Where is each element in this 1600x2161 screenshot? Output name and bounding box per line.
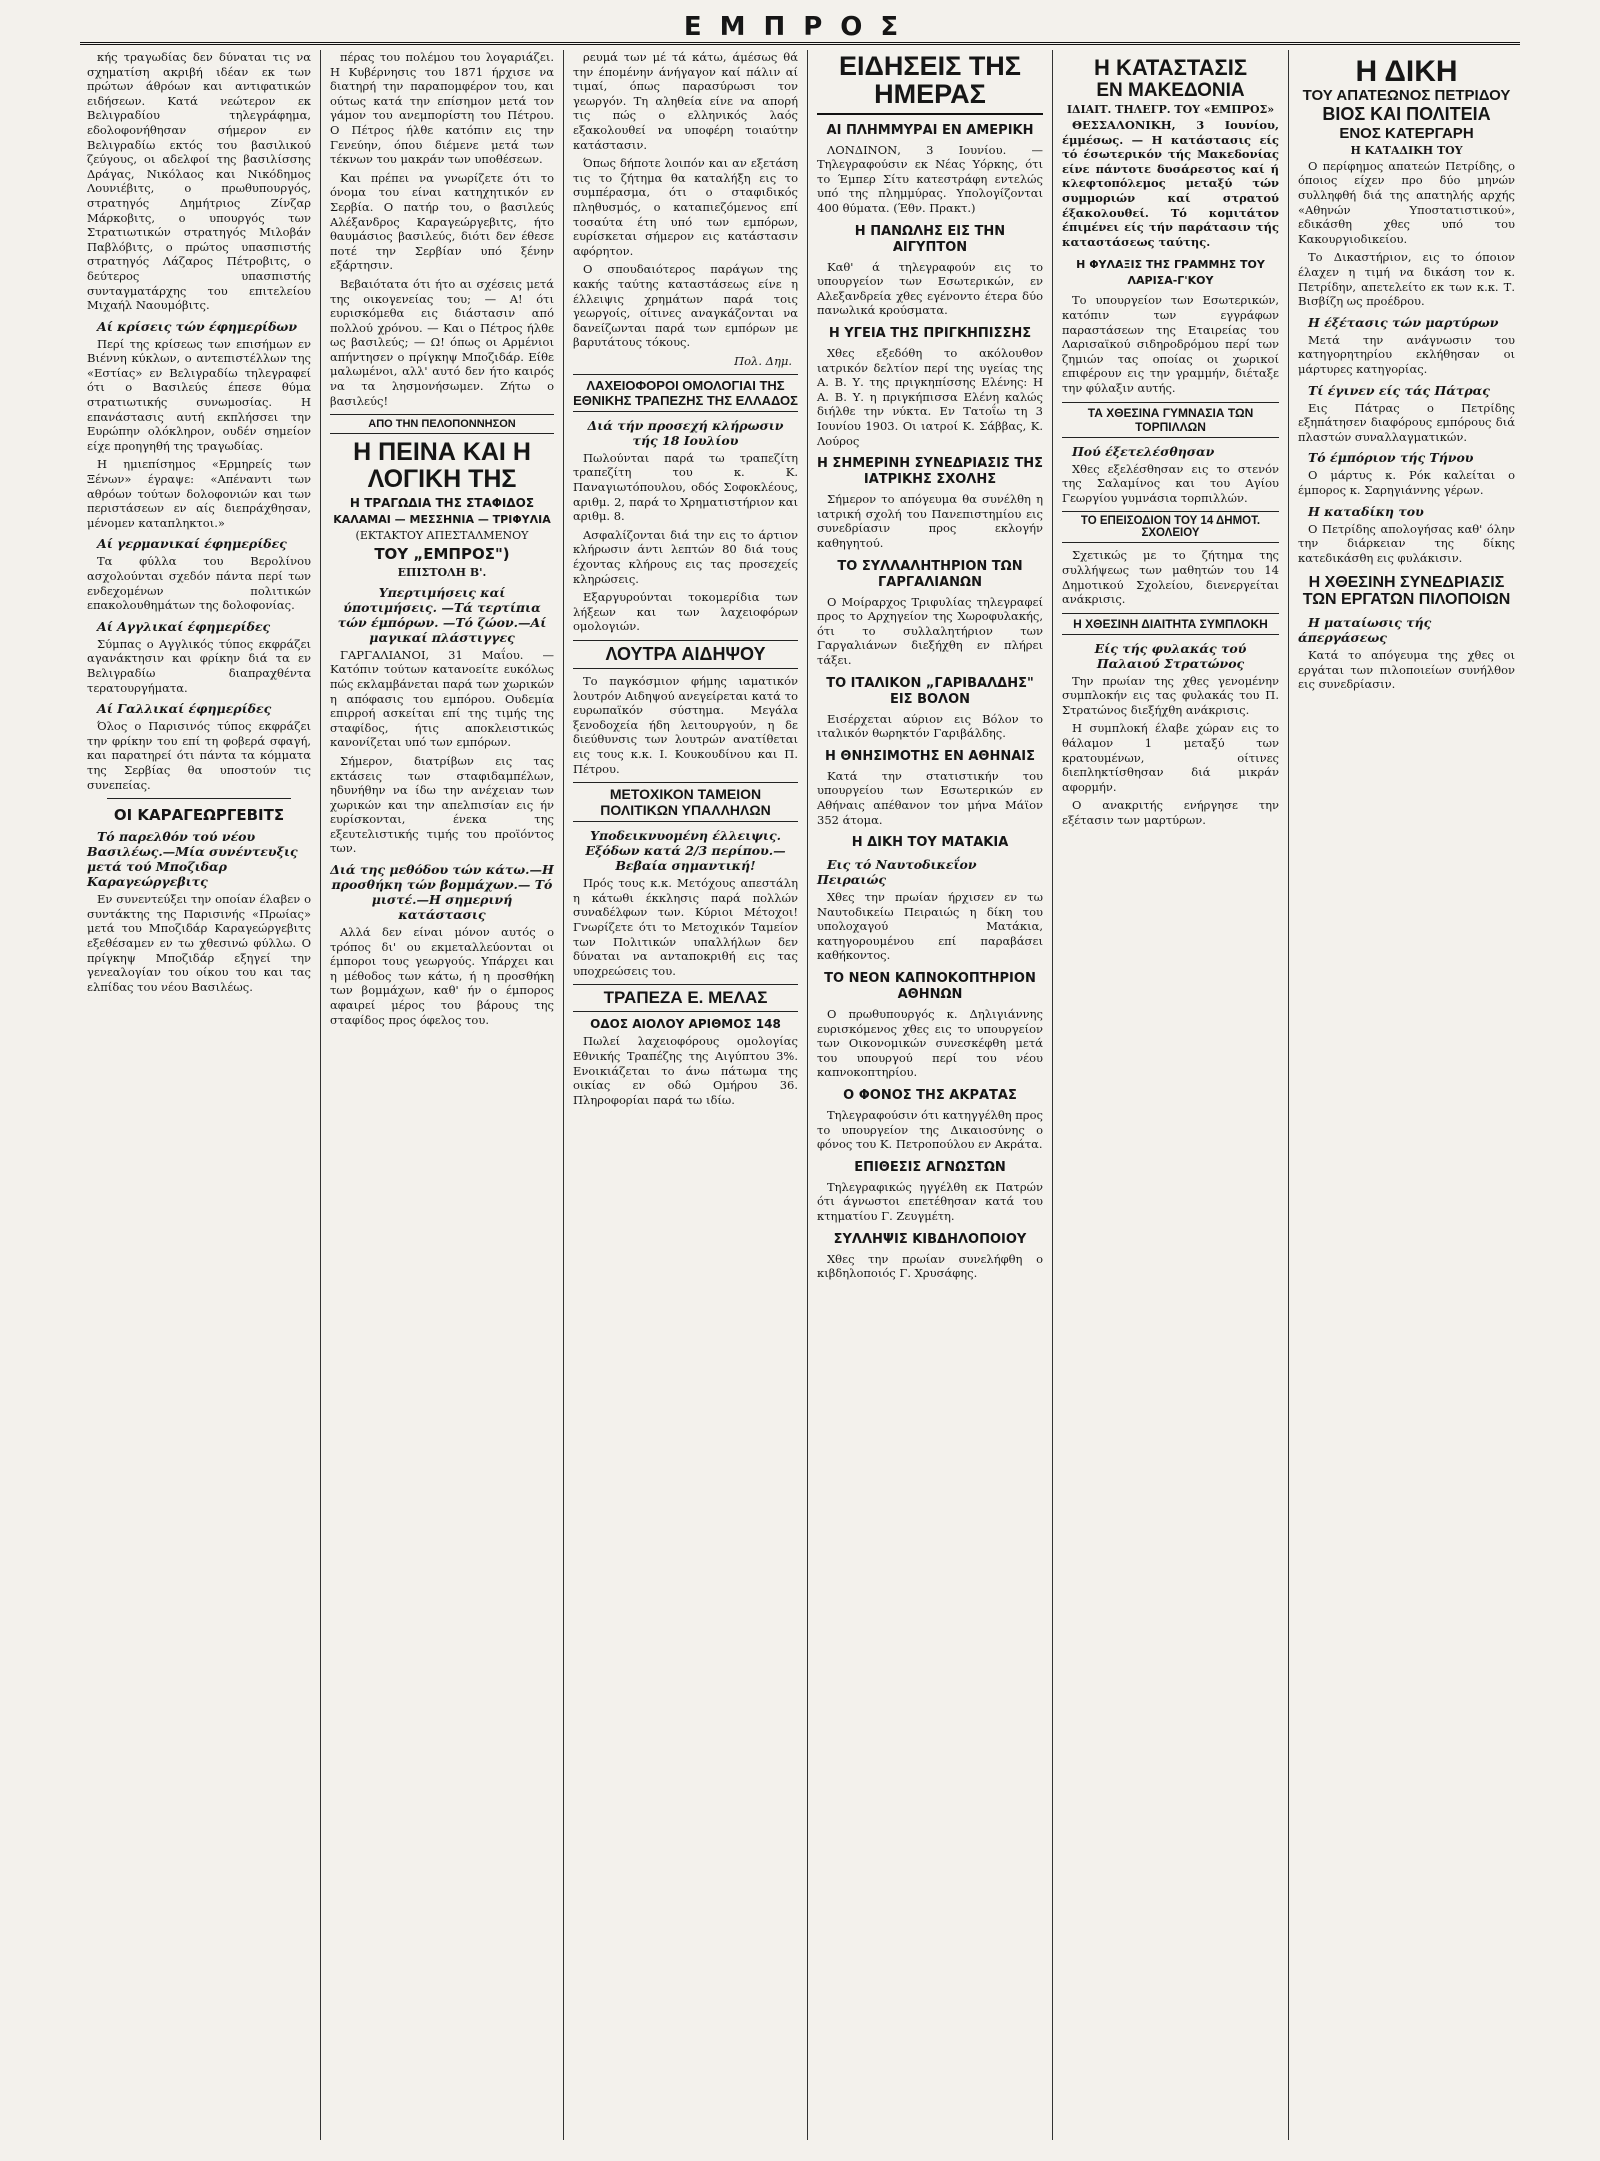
- news-headline: ΣΥΛΛΗΨΙΣ ΚΙΒΔΗΛΟΠΟΙΟΥ: [833, 1231, 1027, 1247]
- divider: [107, 798, 291, 799]
- column-6: [1289, 50, 1524, 2140]
- news-headline: Η ΔΙΚΗ ΤΟΥ ΜΑΤΑΚΙΑ: [851, 835, 1009, 851]
- letter-number: ΕΠΙΣΤΟΛΗ Β'.: [397, 565, 487, 579]
- news-subheading: Πού έξετελέσθησαν: [1072, 443, 1215, 459]
- subheading: ΚΑΛΑΜΑΙ — ΜΕΣΣΗΝΙΑ — ΤΡΙΦΥΛΙΑ: [333, 512, 551, 526]
- advert-subheading: Διά τήν προσεχή κλήρωσιν τής 18 Ιουλίου: [587, 417, 784, 448]
- paragraph: Χθες εξελέσθησαν εις το στενόν της Σαλαμίνος και του Αγίου Γεωργίου γυμνάσια τορπιλλών.: [1062, 461, 1279, 505]
- section-heading: Αί κρίσεις τών έφημερίδων: [97, 318, 298, 334]
- columns: [78, 50, 1524, 2140]
- paragraph: Και πρέπει να γνωρίζετε ότι το όνομα του είναι κατηχητικόν εν Σερβία. Ο πατήρ του, ο βασιλεύς Αλέξανδρος Καραγεώργεβιτς, ήτο θαυμάσιος βασιλεύς, διότι δεν έθεσε ποτέ την Σερβίαν υπό ξένην εξάρτησιν.: [330, 170, 554, 273]
- news-headline: ΤΑ ΧΘΕΣΙΝΑ ΓΥΜΝΑΣΙΑ ΤΩΝ ΤΟΡΠΙΛΛΩΝ: [1062, 402, 1279, 438]
- article-headline: ΤΟΥ ΑΠΑΤΕΩΝΟΣ ΠΕΤΡΙΔΟΥ: [1302, 86, 1511, 104]
- paragraph: Όπως δήποτε λοιπόν και αν εξετάση τις το ζήτημα θα καταλήξη εις το συμπέρασμα, ότι ο σταφιδικός πληθυσμός, ο καταπιεζόμενος επί τοσαύτα έτη υπό των εμπόρων, ευρίσκεται σήμερον εις κατάστασιν αφόρητον.: [573, 156, 798, 258]
- news-subheading: Εις τό Ναυτοδικεΐον Πειραιώς: [817, 857, 977, 888]
- paragraph: Ο σπουδαιότερος παράγων της κακής ταύτης καταστάσεως είνε η έλλειψις χρημάτων παρά τοις γεωργοίς, οίτινες αναγκάζονται να δανείζωνται παρά των εμπόρων με βαρυτάτους τόκους.: [573, 262, 798, 350]
- news-subheading: Είς τής φυλακάς τού Παλαιού Στρατώνος: [1094, 640, 1247, 671]
- news-headline: ΤΟ ΕΠΕΙΣΟΔΙΟΝ ΤΟΥ 14 ΔΗΜΟΤ. ΣΧΟΛΕΙΟΥ: [1062, 511, 1279, 543]
- paragraph: Το Δικαστήριον, εις το όποιον έλαχεν η τιμή να δικάση τον κ. Πετρίδην, απετελείτο εκ των κ.κ. Τ. Βισβίζη ως προέδρου.: [1298, 250, 1515, 309]
- paragraph: Εν συνεντεύξει την οποίαν έλαβεν ο συντάκτης της Παρισινής «Πρωίας» μετά του Μποζιδάρ Καραγεώργεβιτς εξεθέσαμεν εν τω χθεσινώ φύλλω. Ο πρίγκηψ Μποζιδάρ εξηγεί την γενεαλογίαν του οίκου του και τας ελπίδας του νέου Βασιλέως.: [87, 892, 311, 994]
- paragraph: κής τραγωδίας δεν δύναται τις να σχηματίση ακριβή ιδέαν εκ των πρώτων άθρόων και αντιφατικών ειδήσεων. Κατά νεώτερον εκ Βελιγραδίου τηλεγράφημα, εδολοφονήθησαν σήμερον εν Βελιγραδίω εκτός του βασιλικού ζεύγους, οι αδελφοί της βασιλίσσης Δράγας, Νικόλαος και Νικόδημος Λουνιέβιτς, ο πρωθυπουργός, στρατηγός Δημήτριος Ζίνζαρ Μάρκοβιτς, ο υπουργός των Στρατιωτικών στρατηγός Μιλοβάν Παβλόβιτς, ο πρώτος υπασπιστής στρατηγός Λάζαρος Πέτροβιτς, ο δεύτερος υπασπιστής συνταγματάρχης του επιτελείου Μιχαήλ Ναουμόβιτς.: [87, 50, 311, 313]
- paragraph: Σύμπας ο Αγγλικός τύπος εκφράζει αγανάκτησιν και φρίκην διά τα εν Βελιγραδίω διαπραχθέντα τερατουργήματα.: [87, 636, 311, 695]
- section-heading: Τό έμπόριον τής Τήνου: [1308, 450, 1474, 466]
- news-headline: Η ΦΥΛΑΞΙΣ ΤΗΣ ΓΡΑΜΜΗΣ ΤΟΥ ΛΑΡΙΣΑ-Γ'ΚΟΥ: [1076, 258, 1265, 288]
- paragraph: Πωλούνται παρά τω τραπεζίτη τραπεζίτη του κ. Κ. Παναγιωτόπουλου, οδός Σοφοκλέους, αριθμ. 2, παρά το Χρηματιστήριον και αριθμ. 8.: [573, 450, 798, 524]
- paragraph: Το παγκόσμιον φήμης ιαματικόν λουτρόν Αιδηψού ανεγείρεται κατά το ευρωπαϊκόν σύστημα. Μεγάλα ξενοδοχεία ήδη λειτουργούν, η δε διεύθυνσις των λουτρών ανατίθεται εις τους κ.κ. Ι. Κουκουδίνου και Π. Πέτρου.: [573, 674, 798, 776]
- column-5: [1053, 50, 1289, 2140]
- section-heading: Η ματαίωσις τής άπεργάσεως: [1298, 614, 1432, 645]
- paragraph: Τηλεγραφικώς ηγγέλθη εκ Πατρών ότι άγνωστοι επετέθησαν κατά του κτηματίου Γ. Ζευγμέτη.: [817, 1179, 1043, 1223]
- paragraph: Περί της κρίσεως των επισήμων εν Βιέννη κύκλων, ο αντεπιστέλλων της «Εστίας» εν Βελιγραδίω τηλεγραφεί ότι ο Βασιλεύς έπεσε θύμα στρατιωτικής συνωμοσίας. Η επανάστασις αυτή εκπλήσσει την Ευρώπην ολόκληρον, ουδέν σημείον είχε προηγηθή της τραγωδίας.: [87, 336, 311, 453]
- paragraph: Κατά την στατιστικήν του υπουργείου των Εσωτερικών εν Αθήναις απέθανον τον μήνα Μάϊον 352 άτομα.: [817, 768, 1043, 827]
- paragraph: Βεβαιότατα ότι ήτο αι σχέσεις μετά της οικογενείας του; — Α! ότι ευρισκόμεθα εις διάστασιν από πολλού χρόνου. — Και ο Πέτρος ήλθε ως βασιλεύς; — Ω! όπως οι Αρμένιοι απήντησεν ο πρίγκηψ Μποζιδάρ. Είθε μαλωμένοι, αλλ' αυτό δεν ήτο καιρός να τα λησμονήσωμεν. Ζήτω ο βασιλεύς!: [330, 276, 554, 408]
- article-headline: ΜΕΤΟΧΙΚΟΝ ΤΑΜΕΙΟΝ ΠΟΛΙΤΙΚΩΝ ΥΠΑΛΛΗΛΩΝ: [573, 782, 798, 822]
- paragraph: Αλλά δεν είναι μόνον αυτός ο τρόπος δι' ου εκμεταλλεύονται οι έμποροι τους γεωργούς. Υπάρχει και η μέθοδος των κάτω, ή η προσθήκη των βομμάχων, καθ' ήν ο έμπορος αφαιρεί μέρος του βάρους της σταφίδος προς όφελος του.: [330, 925, 554, 1027]
- article-subheading: Διά της μεθόδου τών κάτω.—Η προσθήκη τών βομμάχων.— Τό μιστέ.—Η σημερινή κατάστασις: [330, 862, 554, 923]
- masthead-title: ΕΜΠΡΟΣ: [683, 12, 917, 42]
- article-headline: Η ΧΘΕΣΙΝΗ ΣΥΝΕΔΡΙΑΣΙΣ: [1308, 574, 1505, 592]
- news-headline: ΤΟ ΙΤΑΛΙΚΟΝ „ΓΑΡΙΒΑΛΔΗΣ" ΕΙΣ ΒΟΛΟΝ: [826, 675, 1034, 707]
- paragraph: Πωλεί λαχειοφόρους ομολογίας Εθνικής Τραπέζης της Αιγύπτου 3%. Ενοικιάζεται το άνω πάτωμα της οικίας εν οδώ Ομήρου 36. Πληροφορίαι παρά τω ιδίω.: [573, 1034, 798, 1107]
- article-headline: ΒΙΟΣ ΚΑΙ ΠΟΛΙΤΕΙΑ: [1322, 104, 1491, 125]
- news-headline: ΑΙ ΠΛΗΜΜΥΡΑΙ ΕΝ ΑΜΕΡΙΚΗ: [826, 122, 1034, 138]
- article-headline: ΟΙ ΚΑΡΑΓΕΩΡΓΕΒΙΤΣ: [113, 806, 285, 825]
- column-1: [78, 50, 321, 2140]
- article-headline: ΕΝΟΣ ΚΑΤΕΡΓΑΡΗ: [1339, 125, 1474, 143]
- paragraph: Εις Πάτρας ο Πετρίδης εξηπάτησεν διαφόρους εμπόρους διά πλαστών συναλλαγματικών.: [1298, 400, 1515, 444]
- paragraph: Ο μάρτυς κ. Ρόκ καλείται ο έμπορος κ. Σαρηγιάννης γέρων.: [1298, 468, 1515, 497]
- paragraph: Όλος ο Παρισινός τύπος εκφράζει την φρίκην του επί τη φοβερά σφαγή, και παρατηρεί ότι πάντα τα κόμματα της Σερβίας θα υποστούν τις συνεπείας.: [87, 719, 311, 792]
- signature: Πολ. Δημ.: [734, 353, 792, 368]
- paragraph: Σήμερον, διατρίβων εις τας εκτάσεις των σταφιδαμπέλων, ηδυνήθην να ίδω την ανέχειαν των χωρικών και την απελπισίαν εις ήν ευρίσκονται, ένεκα της εξευτελιστικής τιμής του προϊόντος των.: [330, 753, 554, 856]
- paragraph: ΛΟΝΔΙΝΟΝ, 3 Ιουνίου. — Τηλεγραφούσιν εκ Νέας Υόρκης, ότι το Έμπερ Σίτυ κατεστράφη εντελώς υπό της πλημμύρας. Υπολογίζονται 400 θύματα. (Έθν. Πρακτ.): [817, 142, 1043, 216]
- article-headline: ΤΩΝ ΕΡΓΑΤΩΝ ΠΙΛΟΠΟΙΩΝ: [1302, 591, 1511, 609]
- news-headline: Η ΘΝΗΣΙΜΟΤΗΣ ΕΝ ΑΘΗΝΑΙΣ: [824, 748, 1035, 764]
- byline: ΙΔΙΑΙΤ. ΤΗΛΕΓΡ. ΤΟΥ «ΕΜΠΡΟΣ»: [1066, 103, 1275, 117]
- section-title: ΕΙΔΗΣΕΙΣ ΤΗΣ ΗΜΕΡΑΣ: [817, 52, 1043, 115]
- column-2: [321, 50, 564, 2140]
- article-subheading: Η ΚΑΤΑΔΙΚΗ ΤΟΥ: [1350, 143, 1463, 157]
- section-heading: Αί γερμανικαί έφημερίδες: [97, 536, 287, 552]
- paragraph: Χθες εξεδόθη το ακόλουθον ιατρικόν δελτίον περί της υγείας της Α. Β. Υ. της πριγκηπίσσης Ελένης: Η Α. Β. Υ. η πριγκήπισσα Ελένη καλώς διήλθε την νύκτα. Εν Τατοΐω τη 3 Ιουνίου 1903. Οι ιατροί Κ. Σάββας, Κ. Λούρος: [817, 346, 1043, 448]
- news-headline: Η ΠΑΝΩΛΗΣ ΕΙΣ ΤΗΝ ΑΙΓΥΠΤΟΝ: [854, 223, 1006, 255]
- article-subheading: Υποδεικνυομένη έλλειψις. Εξόδων κατά 2/3 περίπου.—Βεβαία σημαντική!: [585, 828, 786, 874]
- article-headline: Η ΔΙΚΗ: [1355, 55, 1458, 88]
- article-headline: Η ΚΑΤΑΣΤΑΣΙΣ: [1093, 55, 1248, 80]
- paragraph: ΓΑΡΓΑΛΙΑΝΟΙ, 31 Μαΐου. — Κατόπιν τούτων κατανοείτε ευκόλως πώς εκλαμβάνεται παρά των χωρικών η απόφασις του εμπόρου. Ουδεμία επιρροή ασκείται επί της τιμής της σταφίδος, ήτις αποκλειστικώς κανονίζεται υπό των εμπόρων.: [330, 647, 554, 750]
- byline: (ΕΚΤΑΚΤΟΥ ΑΠΕΣΤΑΛΜΕΝΟΥ: [355, 528, 529, 542]
- paragraph: Ασφαλίζονται διά την εις το άρτιον κλήρωσιν άντι λεπτών 80 διά τους έχοντας κλήρους εις τας προσεχείς κληρώσεις.: [573, 527, 798, 586]
- article-subheading: Υπερτιμήσεις καί ύποτιμήσεις. —Τά τερτίπια τών έμπόρων. —Τό ζώον.—Αί μαγικαί πλάστιγγες: [337, 584, 547, 645]
- subheading: Η ΤΡΑΓΩΔΙΑ ΤΗΣ ΣΤΑΦΙΔΟΣ: [349, 495, 535, 510]
- news-headline: ΕΠΙΘΕΣΙΣ ΑΓΝΩΣΤΩΝ: [854, 1159, 1006, 1175]
- article-headline: Η ΠΕΙΝΑ ΚΑΙ Η ΛΟΓΙΚΗ ΤΗΣ: [353, 438, 531, 493]
- advert-address: ΟΔΟΣ ΑΙΟΛΟΥ ΑΡΙΘΜΟΣ 148: [590, 1017, 781, 1032]
- paragraph: Καθ' ά τηλεγραφούν εις το υπουργείον των Εσωτερικών, εν Αλεξανδρεία χθες εγένοντο έτερα δύο πανωλικά κρούσματα.: [817, 259, 1043, 318]
- masthead: [80, 12, 1520, 45]
- paragraph: Τηλεγραφούσιν ότι κατηγγέλθη προς το υπουργείον της Δικαιοσύνης ο φόνος του Κ. Πετροπούλου εν Ακράτα.: [817, 1108, 1043, 1152]
- section-heading: Τί έγινεν είς τάς Πάτρας: [1308, 382, 1490, 398]
- section-heading: Αί Γαλλικαί έφημερίδες: [97, 701, 272, 717]
- paragraph: Εξαργυρούνται τοκομερίδια των λήξεων και των λαχειοφόρων ομολογιών.: [573, 590, 798, 634]
- article-subheading: Τό παρελθόν τού νέου Βασιλέως.—Μία συνέντευξις μετά τού Μποζιδαρ Καραγεώργεβιτς: [87, 829, 298, 890]
- news-headline: Η ΧΘΕΣΙΝΗ ΔΙΑΙΤΗΤΑ ΣΥΜΠΛΟΚΗ: [1062, 613, 1279, 635]
- paragraph: πέρας του πολέμου του λογαριάζει. Η Κυβέρνησις του 1871 ήρχισε να διατηρή την παραπομφέρον του, και ούτως κατά την επίσημον μετά τον γάμον του ανεμπορίστη του Πέτρου. Ο Πέτρος ήλθε κατόπιν εις την Γενεύην, όπου διέμενε μετά των τέκνων του μακράν των υποθέσεων.: [330, 50, 554, 167]
- paragraph: Ο πρωθυπουργός κ. Δηλιγιάννης ευρισκόμενος χθες εις το υπουργείον των Οικονομικών συνεσκέφθη μετά του υπουργού περί του νέου καπνοκοπτηρίου.: [817, 1007, 1043, 1080]
- paragraph: Ο ανακριτής ενήργησε την εξέτασιν των μαρτύρων.: [1062, 798, 1279, 828]
- section-heading: Η καταδίκη του: [1308, 503, 1424, 519]
- paragraph: Το υπουργείον των Εσωτερικών, κατόπιν των εγγράφων παραστάσεων της Εταιρείας του Λαρισαϊκού σιδηροδρόμου περί των ζημιών τας οποίας οι χωρικοί επιφέρουν εις την γραμμήν, διέταξε την φύλαξιν αυτής.: [1062, 293, 1279, 395]
- news-headline: Η ΥΓΕΙΑ ΤΗΣ ΠΡΙΓΚΗΠΙΣΣΗΣ: [828, 326, 1032, 342]
- news-headline: Η ΣΗΜΕΡΙΝΗ ΣΥΝΕΔΡΙΑΣΙΣ ΤΗΣ ΙΑΤΡΙΚΗΣ ΣΧΟΛΗΣ: [817, 456, 1043, 488]
- paragraph: Η ημιεπίσημος «Ερμηρείς των Ξένων» έγραψε: «Απέναντι των αθρόων τούτων δολοφονιών και των περιστάσεων εν αίς διεπράχθησαν, μένομεν καταπληκτοι.»: [87, 457, 311, 530]
- paragraph: Πρός τους κ.κ. Μετόχους απεστάλη η κάτωθι έκκλησις παρά πολλών συναδέλφων των. Κύριοι Μέτοχοι! Γνωρίζετε ότι το Μετοχικόν Ταμείον των Πολιτικών υπαλλήλων δεν δύναται να ανταποκριθή εις τας υποχρεώσεις του.: [573, 876, 798, 978]
- column-3: [564, 50, 808, 2140]
- article-headline: ΕΝ ΜΑΚΕΔΟΝΙΑ: [1096, 80, 1245, 102]
- paragraph: ρευμά των μέ τά κάτω, άμέσως θά την έπομένην άνήγαγον καί πάλιν αί τιμαί, όπως παρασύρωσι τον γεωργόν. Τη αληθεία είνε να απορή τις πώς ο ελληνικός λαός εξακολουθεί να υποφέρη τοιαύτην κατάστασιν.: [573, 50, 798, 152]
- paragraph: Τα φύλλα του Βερολίνου ασχολούνται σχεδόν πάντα περί των ενδεχομένων πολιτικών επακολουθημάτων της δολοφονίας.: [87, 554, 311, 613]
- paragraph: Ο Μοίραρχος Τριφυλίας τηλεγραφεί προς το Αρχηγείον της Χωροφυλακής, ότι το συλλαλητήριον των Γαργαλιάνων διεξήχθη εν πλήρει τάξει.: [817, 594, 1043, 667]
- paragraph: Σχετικώς με το ζήτημα της συλλήψεως των μαθητών του 14 Δημοτικού Σχολείου, διενεργείται ανάκρισις.: [1062, 548, 1279, 607]
- advert-headline: ΛΑΧΕΙΟΦΟΡΟΙ ΟΜΟΛΟΓΙΑΙ ΤΗΣ ΕΘΝΙΚΗΣ ΤΡΑΠΕΖΗΣ ΤΗΣ ΕΛΛΑΔΟΣ: [573, 374, 798, 412]
- paragraph: Σήμερον το απόγευμα θα συνέλθη η ιατρική σχολή του Πανεπιστημίου εις συνεδρίασιν προς εκλογήν καθηγητού.: [817, 492, 1043, 550]
- news-headline: ΤΟ ΝΕΟΝ ΚΑΠΝΟΚΟΠΤΗΡΙΟΝ ΑΘΗΝΩΝ: [824, 971, 1036, 1003]
- section-heading: Η έξέτασις τών μαρτύρων: [1308, 314, 1499, 330]
- advert-headline: ΛΟΥΤΡΑ ΑΙΔΗΨΟΥ: [573, 640, 798, 669]
- column-4: [808, 50, 1053, 2140]
- paragraph: Η συμπλοκή έλαβε χώραν εις το θάλαμον 1 μεταξύ των κρατουμένων, οίτινες διεπληκτίσθησαν διά μικράν αφορμήν.: [1062, 721, 1279, 794]
- paragraph: ΘΕΣΣΑΛΟΝΙΚΗ, 3 Ιουνίου, έμμέσως. — Η κατάστασις είς τό έσωτερικόν τής Μακεδονίας είνε πάντοτε δυσάρεστος καί ή κλεφτοπόλεμος μεταξύ τών συμμοριών καί στρατού έξακολουθεί. Τό κομιτάτον έπιμένει είς τήν παράτασιν τής καταστάσεως ταύτης.: [1062, 118, 1279, 249]
- paragraph: Εισέρχεται αύριον εις Βόλον το ιταλικόν θωρηκτόν Γαριβάλδης.: [817, 711, 1043, 741]
- byline: ΤΟΥ „ΕΜΠΡΟΣ"): [374, 544, 510, 563]
- news-headline: Ο ΦΟΝΟΣ ΤΗΣ ΑΚΡΑΤΑΣ: [843, 1088, 1017, 1104]
- advert-headline: ΤΡΑΠΕΖΑ Ε. ΜΕΛΑΣ: [573, 984, 798, 1012]
- paragraph: Κατά το απόγευμα της χθες οι εργάται των πιλοποιείων συνήλθον εις συνεδρίασιν.: [1298, 647, 1515, 692]
- paragraph: Μετά την ανάγνωσιν του κατηγορητηρίου εκλήθησαν οι μάρτυρες κατηγορίας.: [1298, 332, 1515, 377]
- news-headline: ΤΟ ΣΥΛΛΑΛΗΤΗΡΙΟΝ ΤΩΝ ΓΑΡΓΑΛΙΑΝΩΝ: [837, 558, 1023, 590]
- section-heading: Αί Αγγλικαί έφημερίδες: [97, 618, 271, 634]
- section-label: ΑΠΟ ΤΗΝ ΠΕΛΟΠΟΝΝΗΣΟΝ: [330, 414, 554, 434]
- paragraph: Χθες την πρωίαν συνελήφθη ο κιβδηλοποιός Γ. Χρυσάφης.: [817, 1251, 1043, 1281]
- paragraph: Ο περίφημος απατεών Πετρίδης, ο όποιος είχεν προ δύο μηνών συλληφθή διά της απατηλής αρχής «Αθηνών Υποστατιστικού», εδικάσθη χθες υπό του Κακουργιοδικείου.: [1298, 158, 1515, 246]
- paragraph: Την πρωίαν της χθες γενομένην συμπλοκήν εις τας φυλακάς του Π. Στρατώνος διεξήχθη ανάκρισις.: [1062, 673, 1279, 717]
- paragraph: Χθες την πρωίαν ήρχισεν εν τω Ναυτοδικείω Πειραιώς η δίκη του υπολοχαγού Ματάκια, κατηγορουμένου επί παραβάσει καθήκοντος.: [817, 890, 1043, 963]
- paragraph: Ο Πετρίδης απολογήσας καθ' όλην την διάρκειαν της δίκης κατεδικάσθη εις φυλάκισιν.: [1298, 521, 1515, 565]
